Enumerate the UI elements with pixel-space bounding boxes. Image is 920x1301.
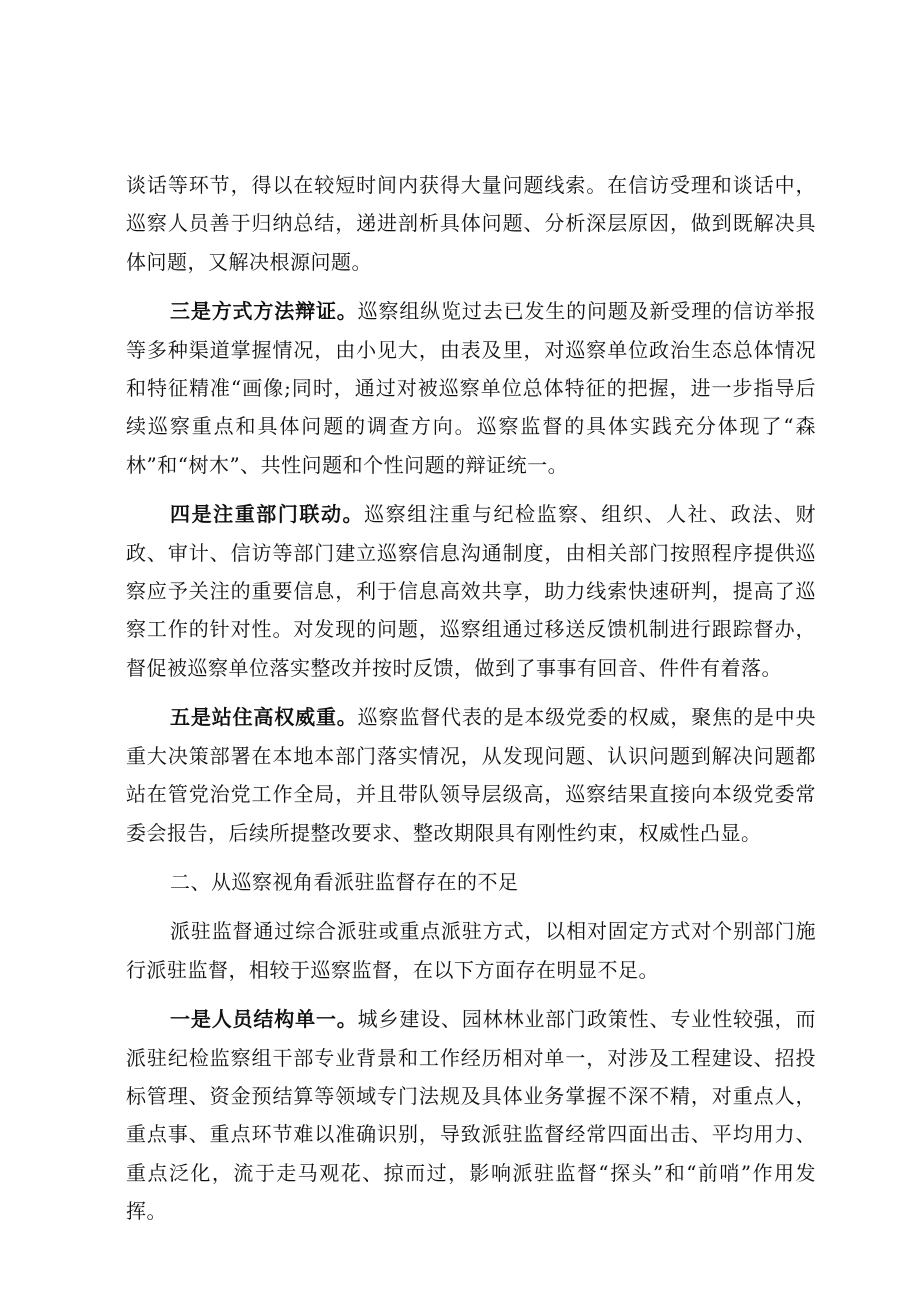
paragraph-lead: 五是站住高权威重。 bbox=[170, 705, 358, 730]
paragraph-method bbox=[126, 292, 816, 484]
paragraph-text: 派驻监督通过综合派驻或重点派驻方式，以相对固定方式对个别部门施行派驻监督，相较于巡察监督，在以下方面存在明显不足。 bbox=[126, 919, 816, 982]
paragraph-text: 巡察组纵览过去已发生的问题及新受理的信访举报等多种渠道掌握情况，由小见大，由表及里，对巡察单位政治生态总体情况和特征精准“画像;同时，通过对被巡察单位总体特征的把握，进一步指导后续巡察重点和具体问题的调查方向。巡察监督的具体实践充分体现了“森林”和“树木”、共性问题和个性问题的辩证统一。 bbox=[126, 299, 817, 477]
section-heading: 二、从巡察视角看派驻监督存在的不足 bbox=[170, 869, 519, 894]
paragraph-lead: 一是人员结构单一。 bbox=[170, 1007, 358, 1032]
paragraph-lead: 三是方式方法辩证。 bbox=[170, 299, 358, 324]
paragraph-staffing bbox=[126, 1000, 816, 1230]
paragraph-text: 巡察组注重与纪检监察、组织、人社、政法、财政、审计、信访等部门建立巡察信息沟通制度，由相关部门按照程序提供巡察应予关注的重要信息，利于信息高效共享，助力线索快速研判，提高了巡察工作的针对性。对发现的问题，巡察组通过移送反馈机制进行跟踪督办，督促被巡察单位落实整改并按时反馈，做到了事事有回音、件件有着落。 bbox=[126, 502, 817, 680]
paragraph-continuation bbox=[126, 166, 816, 281]
paragraph-authority bbox=[126, 698, 816, 852]
paragraph-intro bbox=[126, 912, 816, 989]
paragraph-coordination bbox=[126, 495, 816, 687]
paragraph-lead: 四是注重部门联动。 bbox=[170, 502, 365, 527]
paragraph-text: 城乡建设、园林林业部门政策性、专业性较强，而派驻纪检监察组干部专业背景和工作经历相对单一，对涉及工程建设、招投标管理、资金预结算等领域专门法规及具体业务掌握不深不精，对重点人，重点事、重点环节难以准确识别，导致派驻监督经常四面出击、平均用力、重点泛化，流于走马观花、掠而过，影响派驻监督“探头”和“前哨”作用发挥。 bbox=[126, 1007, 817, 1224]
paragraph-text: 巡察监督代表的是本级党委的权威，聚焦的是中央重大决策部署在本地本部门落实情况，从发现问题、认识问题到解决问题都站在管党治党工作全局，并且带队领导层级高，巡察结果直接向本级党委常委会报告，后续所提整改要求、整改期限具有刚性约束，权威性凸显。 bbox=[126, 705, 817, 845]
paragraph-text: 谈话等环节，得以在较短时间内获得大量问题线索。在信访受理和谈话中，巡察人员善于归纳总结，递进剖析具体问题、分析深层原因，做到既解决具体问题，又解决根源问题。 bbox=[126, 173, 816, 274]
document-body bbox=[126, 166, 816, 1242]
